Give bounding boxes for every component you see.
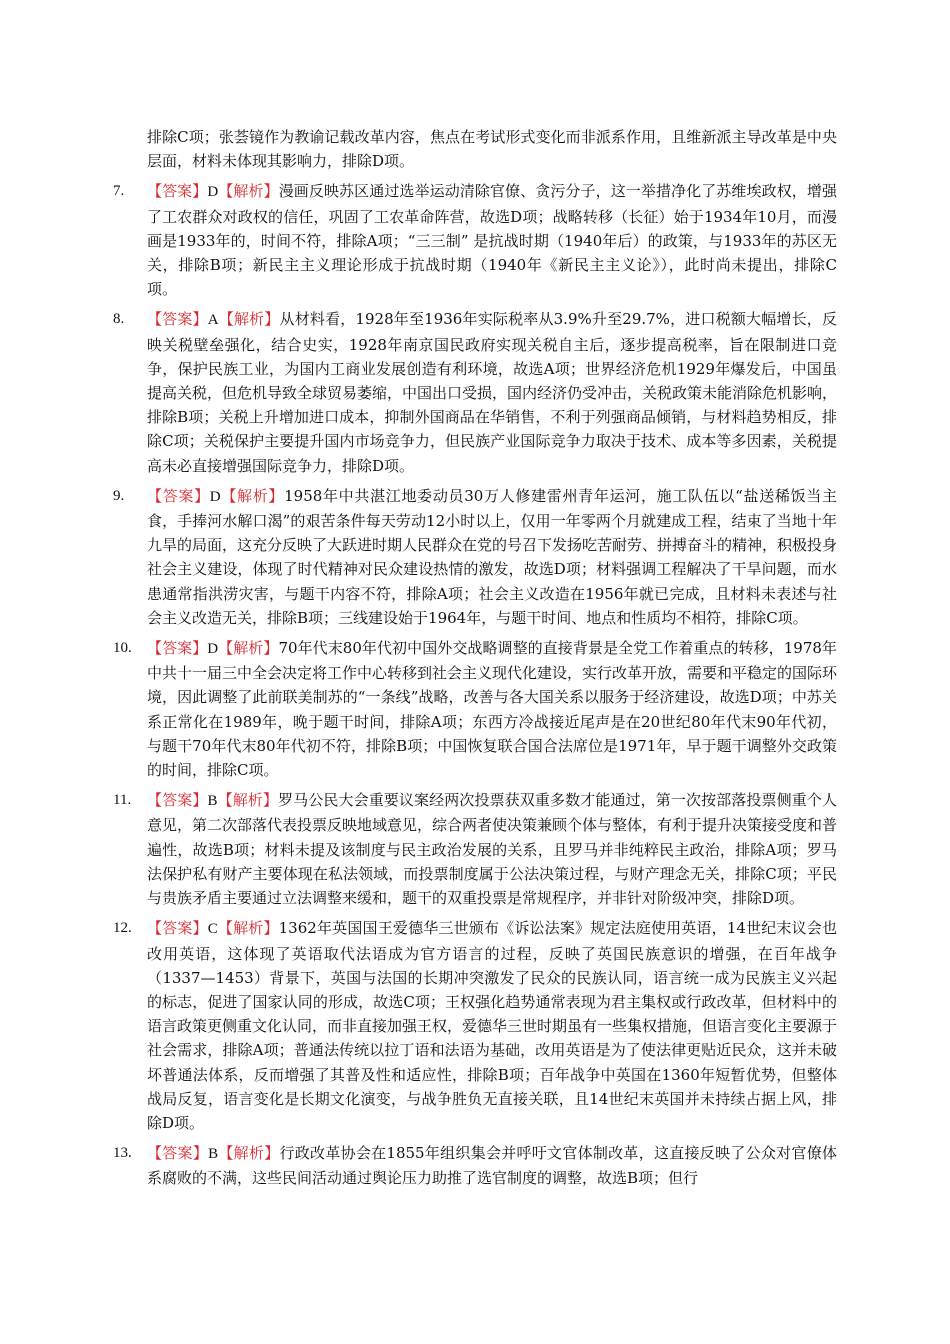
analysis-text: 罗马公民大会重要议案经两次投票获双重多数才能通过，第一次按部落投票侧重个人意见，第二次部落代表投票反映地域意见，综合两者使决策兼顾个体与整体，有利于提升决策接受度和普遍性，故选B项；材料未提及该制度与民主政治发展的关系，且罗马并非纯粹民主政治，排除A项；罗马法保护私有财产主要体现在私法领域，而投票制度属于公法决策过程，与财产理念无关，排除C项；平民与贵族矛盾主要通过立法调整来缓和，题干的双重投票是常规程序，并非针对阶级冲突，排除D项。 (147, 791, 838, 908)
answer-item-9 (0, 484, 837, 630)
item-number: 12. (113, 920, 132, 937)
analysis-tag: 【解析】 (218, 310, 280, 329)
answer-letter: D (207, 184, 219, 201)
answer-tag: 【答案】 (147, 919, 208, 938)
analysis-text: 70年代末80年代初中国外交战略调整的直接背景是全党工作着重点的转移，1978年中共十一届三中全会决定将工作中心转移到社会主义现代化建设，实行改革开放，需要和平稳定的国际环境，因此调整了此前联美制苏的“一条线”战略，改善与各大国关系以服务于经济建设，故选D项；中苏关系正常化在1989年，晚于题干时间，排除A项；东西方冷战接近尾声是在20世纪80年代末90年代初，与题干70年代末80年代初不符，排除B项；中国恢复联合国合法席位是1971年，早于题干调整外交政策的时间，排除C项。 (147, 639, 838, 780)
item-number: 8. (113, 311, 125, 328)
answer-tag: 【答案】 (147, 1144, 209, 1163)
answer-letter: B (208, 1146, 219, 1163)
analysis-text: 1958年中共湛江地委动员30万人修建雷州青年运河，施工队伍以“盐送稀饭当主食，手捧河水解口渴”的艰苦条件每天劳动12小时以上，仅用一年零两个月就建成工程，结束了当地十年九旱的局面，这充分反映了大跃进时期人民群众在党的号召下发扬吃苦耐劳、拼搏奋斗的精神，积极投身社会主义建设，体现了时代精神对民众建设热情的激发，故选D项；材料强调工程解决了干旱问题，而水患通常指洪涝灾害，与题干内容不符，排除A项；社会主义改造在1956年就已完成，且材料未表述与社会主义改造无关，排除B项；三线建设始于1964年，与题干时间、地点和性质均不相符，排除C项。 (147, 486, 838, 627)
answer-item-7 (0, 179, 837, 301)
analysis-text: 行政改革协会在1855年组织集会并呼吁文官体制改革，这直接反映了公众对官僚体系腐败的不满，这些民间活动通过舆论压力助推了选官制度的调整，故选B项；但行 (147, 1144, 837, 1188)
analysis-text: 从材料看，1928年至1936年实际税率从3.9%升至29.7%，进口税额大幅增长，反映关税壁垒强化，结合史实，1928年南京国民政府实现关税自主后，逐步提高税率，旨在限制进口竞争，保护民族工业，为国内工商业发展创造有利环境，故选A项；世界经济危机1929年爆发后，中国虽提高关税，但危机导致全球贸易萎缩，中国出口受损，国内经济仍受冲击，关税政策未能消除危机影响，排除B项；关税上升增加进口成本，抑制外国商品在华销售，不利于列强商品倾销，与材料趋势相反，排除C项；关税保护主要提升国内市场竞争力，但民族产业国际竞争力取决于技术、成本等多因素，关税提高未必直接增强国际竞争力，排除D项。 (147, 310, 838, 475)
answer-letter: B (207, 793, 218, 810)
answer-tag: 【答案】 (147, 486, 210, 505)
continuation-paragraph: 排除C项；张荟镜作为教谕记载改革内容，焦点在考试形式变化而非派系作用，且维新派主导改革是中央层面，材料未体现其影响力，排除D项。 (147, 128, 837, 171)
item-number: 9. (113, 487, 125, 504)
answer-tag: 【答案】 (147, 791, 208, 810)
answer-tag: 【答案】 (147, 639, 208, 658)
answer-page (0, 110, 950, 1197)
analysis-text: 1362年英国国王爱德华三世颁布《诉讼法案》规定法庭使用英语，14世纪末议会也改用英语，这体现了英语取代法语成为官方语言的过程，反映了英国民族意识的增强，在百年战争（1337—1453）背景下，英国与法国的长期冲突激发了民众的民族认同，语言统一成为民族主义兴起的标志，促进了国家认同的形成，故选C项；王权强化趋势通常表现为君主集权或行政改革，但材料中的语言政策更侧重文化认同，而非直接加强王权，爱德华三世时期虽有一些集权措施，但语言变化主要源于社会需求，排除A项；普通法传统以拉丁语和法语为基础，改用英语是为了使法律更贴近民众，这并未破坏普通法体系，反而增强了其普及性和适应性，排除B项；百年战争中英国在1360年短暂优势，但整体战局反复，语言变化是长期文化演变，与战争胜负无直接关联，且14世纪末英国并未持续占据上风，排除D项。 (147, 919, 838, 1132)
answer-item-13 (0, 1141, 837, 1190)
analysis-tag: 【解析】 (218, 639, 279, 658)
answer-letter: C (207, 921, 218, 938)
item-number: 13. (113, 1145, 132, 1162)
answer-letter: A (207, 312, 219, 329)
answer-tag: 【答案】 (147, 310, 208, 329)
analysis-tag: 【解析】 (220, 486, 285, 505)
answer-item-10 (0, 636, 837, 782)
item-number: 7. (113, 183, 125, 200)
answer-item-8 (0, 307, 837, 477)
analysis-tag: 【解析】 (218, 182, 279, 201)
answer-tag: 【答案】 (147, 182, 208, 201)
answer-letter: D (209, 488, 221, 505)
analysis-tag: 【解析】 (218, 1144, 280, 1163)
answer-item-12 (0, 916, 837, 1135)
analysis-tag: 【解析】 (217, 919, 279, 938)
answer-letter: D (207, 641, 219, 658)
answer-item-11 (0, 788, 837, 910)
analysis-text: 漫画反映苏区通过选举运动清除官僚、贪污分子，这一举措净化了苏维埃政权，增强了工农群众对政权的信任，巩固了工农革命阵营，故选D项；战略转移（长征）始于1934年10月，而漫画是1933年的，时间不符，排除A项；“三三制” 是抗战时期（1940年后）的政策，与1933年的苏区无关，排除B项；新民主主义理论形成于抗战时期（1940年《新民主主义论》），此时尚未提出，排除C项。 (147, 182, 837, 299)
item-number: 11. (113, 792, 132, 809)
analysis-tag: 【解析】 (217, 791, 279, 810)
item-number: 10. (113, 640, 132, 657)
